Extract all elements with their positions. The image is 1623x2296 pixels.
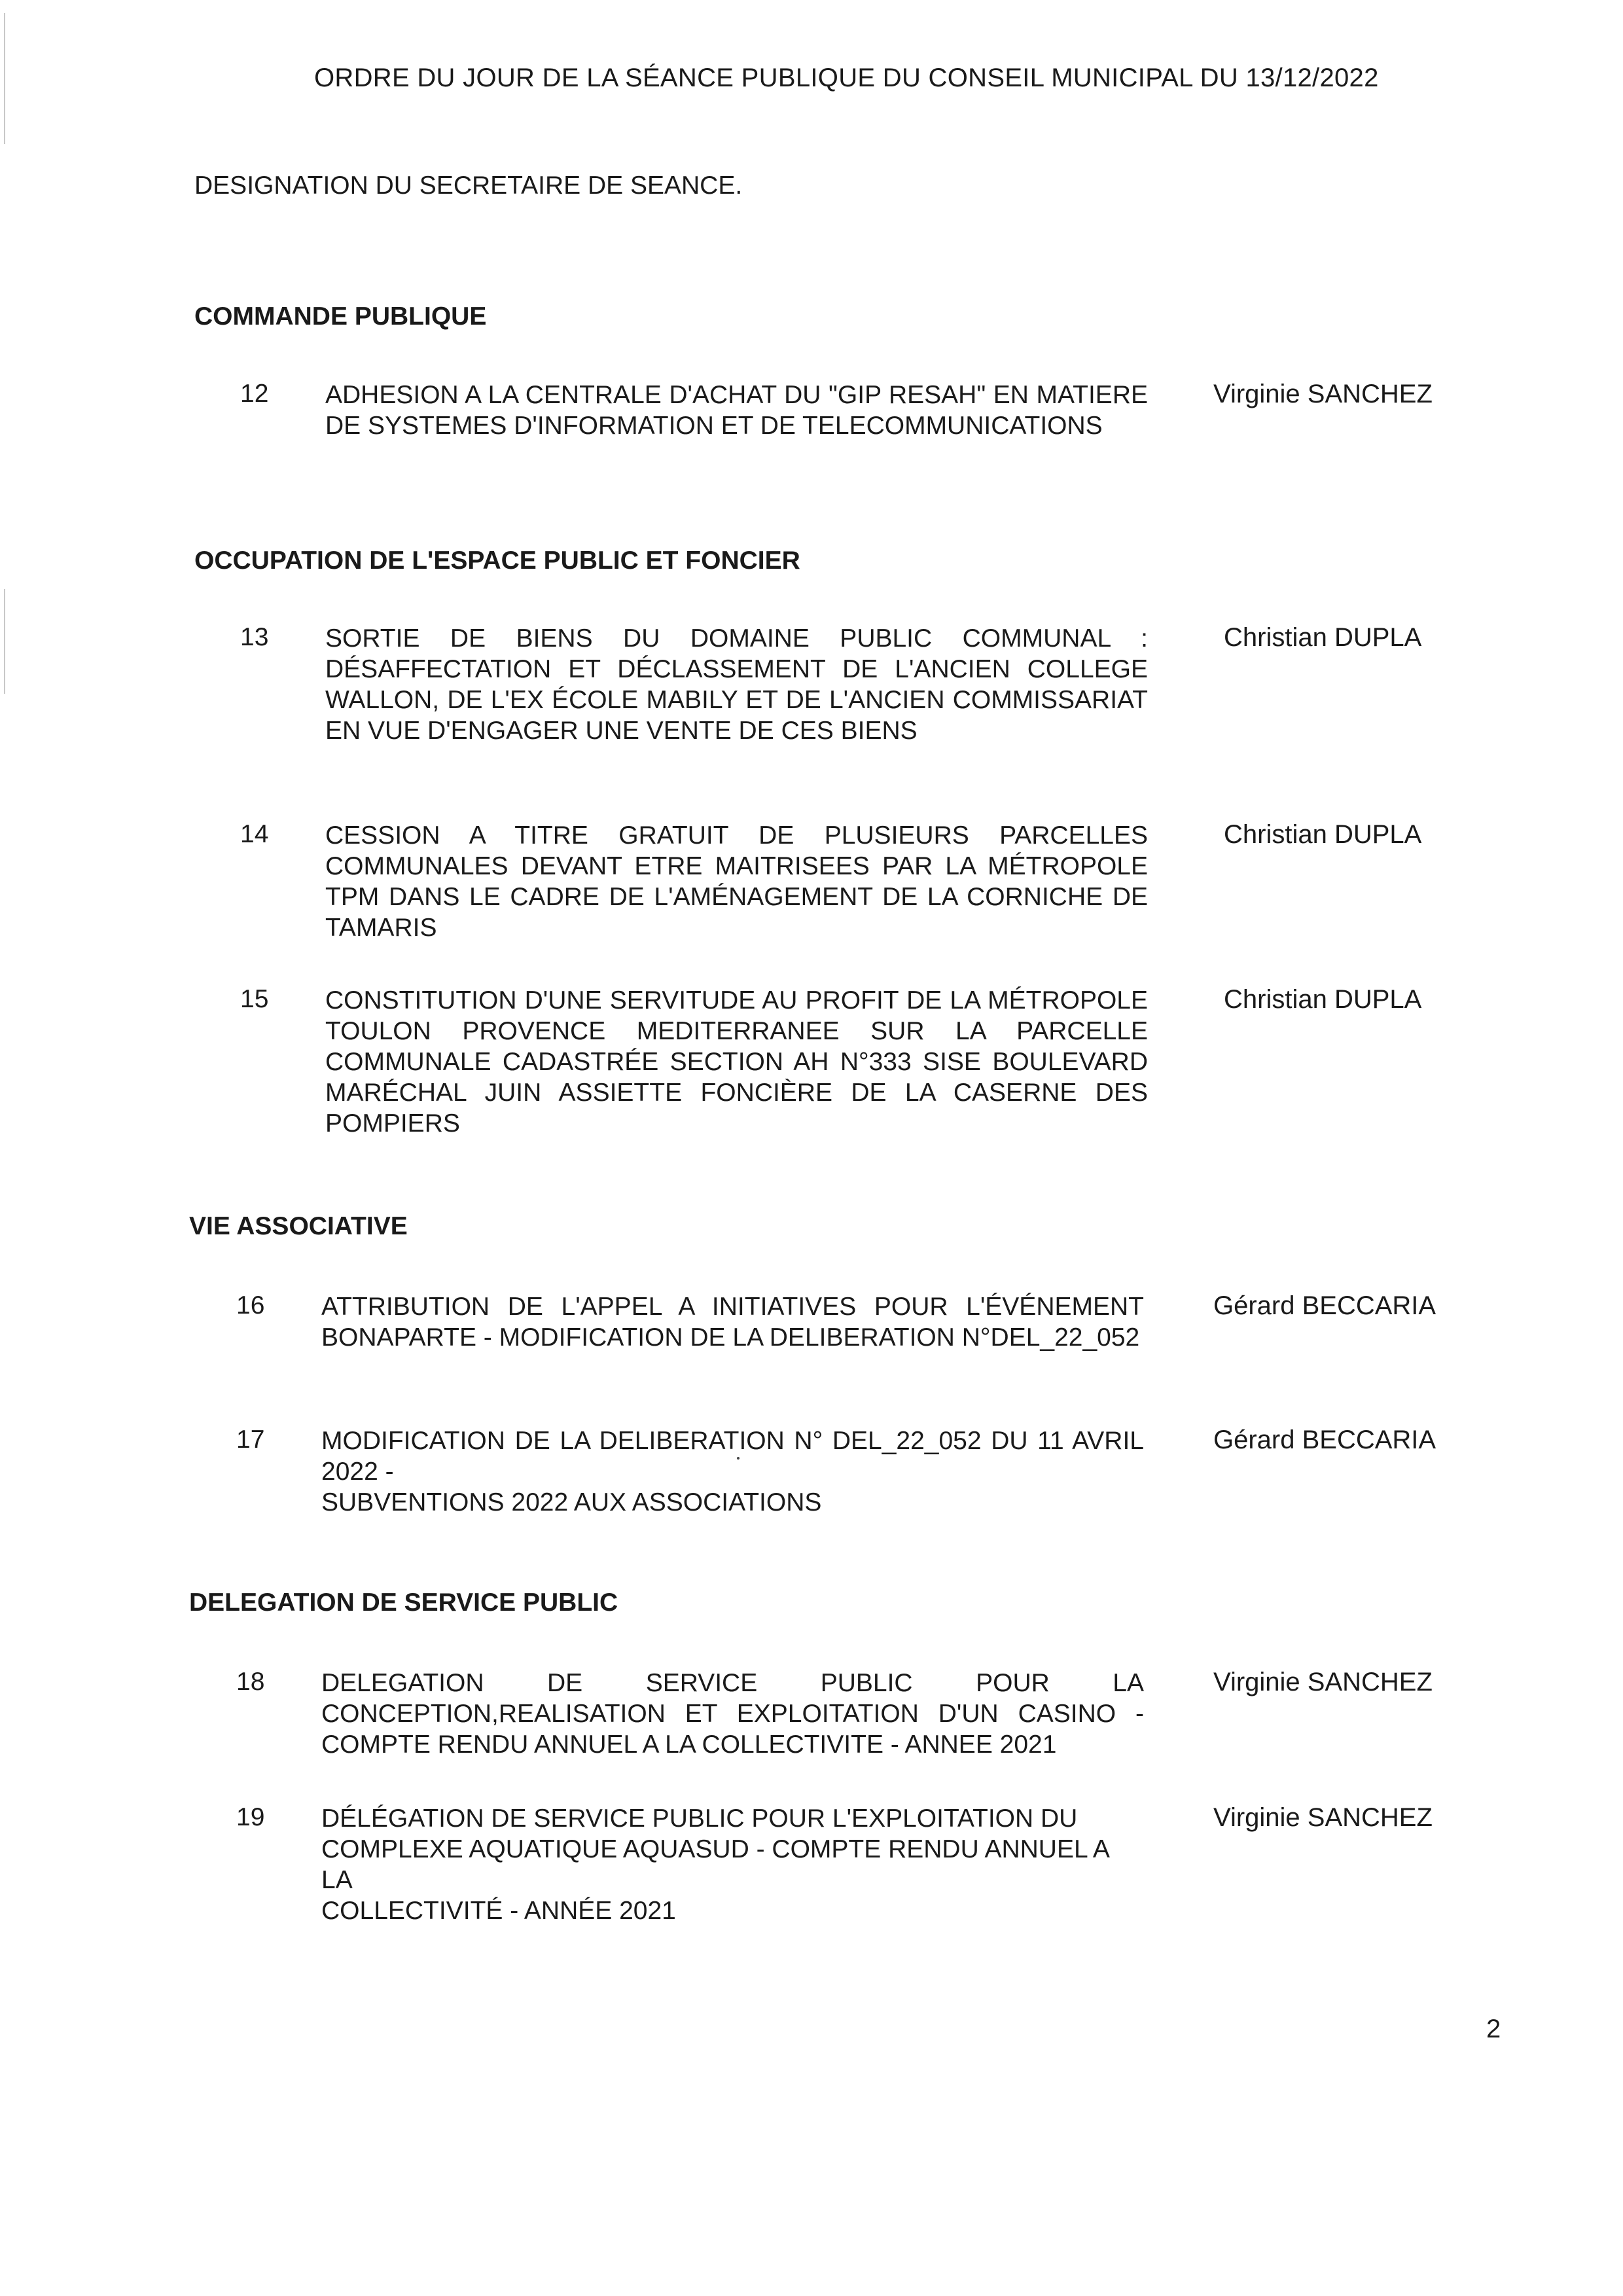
item-reporter: Gérard BECCARIA (1213, 1291, 1436, 1320)
page-header: ORDRE DU JOUR DE LA SÉANCE PUBLIQUE DU CONSEIL MUNICIPAL DU 13/12/2022 (314, 63, 1379, 92)
item-reporter: Virginie SANCHEZ (1213, 1668, 1433, 1696)
item-text-line: CESSION A TITRE GRATUIT DE PLUSIEURS PARCELLES COMMUNALES DEVANT ETRE MAITRISEES PAR LA MÉTROPOLE TPM DANS LE CADRE DE L'AMÉNAGEMENT DE LA CORNICHE DE TAMARIS (325, 821, 1148, 942)
item-number: 17 (236, 1426, 265, 1454)
page-number: 2 (1486, 2015, 1501, 2043)
item-number: 16 (236, 1291, 265, 1319)
item-number: 13 (240, 623, 269, 651)
section-title: VIE ASSOCIATIVE (189, 1212, 408, 1240)
section-title: COMMANDE PUBLIQUE (194, 302, 487, 331)
item-reporter: Virginie SANCHEZ (1213, 1803, 1433, 1832)
item-number: 12 (240, 380, 269, 408)
item-number: 18 (236, 1668, 265, 1696)
section-title: DELEGATION DE SERVICE PUBLIC (189, 1588, 618, 1617)
item-reporter: Virginie SANCHEZ (1213, 380, 1433, 408)
item-number: 19 (236, 1803, 265, 1831)
item-reporter: Christian DUPLA (1224, 623, 1422, 652)
item-number: 15 (240, 985, 269, 1013)
item-text (325, 380, 1148, 441)
scan-margin-mark (4, 589, 5, 694)
item-text-line: MODIFICATION DE LA DELIBERATION N° DEL_22_052 DU 11 AVRIL 2022 - (321, 1427, 1144, 1486)
item-number: 14 (240, 820, 269, 848)
item-text-line: CONSTITUTION D'UNE SERVITUDE AU PROFIT DE LA MÉTROPOLE TOULON PROVENCE MEDITERRANEE SUR LA PARCELLE COMMUNALE CADASTRÉE SECTION AH N°333 SISE BOULEVARD MARÉCHAL JUIN ASSIETTE FONCIÈRE DE LA CASERNE DES POMPIERS (325, 986, 1148, 1138)
item-text-line: SORTIE DE BIENS DU DOMAINE PUBLIC COMMUNAL : DÉSAFFECTATION ET DÉCLASSEMENT DE L'ANCIEN COLLEGE WALLON, DE L'EX ÉCOLE MABILY ET DE L'ANCIEN COMMISSARIAT EN VUE D'ENGAGER UNE VENTE DE CES BIENS (325, 624, 1148, 745)
secretary-designation: DESIGNATION DU SECRETAIRE DE SEANCE. (194, 171, 743, 200)
item-text-line: ATTRIBUTION DE L'APPEL A INITIATIVES POUR L'ÉVÉNEMENT BONAPARTE - MODIFICATION DE LA DELIBERATION N°DEL_22_052 (321, 1293, 1144, 1352)
item-text (321, 1426, 1144, 1518)
item-text (325, 623, 1148, 746)
item-reporter: Gérard BECCARIA (1213, 1426, 1436, 1454)
item-text-line: SUBVENTIONS 2022 AUX ASSOCIATIONS (321, 1488, 822, 1516)
item-text-line: DÉLÉGATION DE SERVICE PUBLIC POUR L'EXPLOITATION DU COMPLEXE AQUATIQUE AQUASUD - COMPTE RENDU ANNUEL A LA (321, 1804, 1109, 1894)
item-text (325, 820, 1148, 943)
scan-margin-mark (4, 13, 5, 144)
item-text-line: ADHESION A LA CENTRALE D'ACHAT DU "GIP RESAH" EN MATIERE DE SYSTEMES D'INFORMATION ET DE TELECOMMUNICATIONS (325, 381, 1148, 440)
item-text-line: COLLECTIVITÉ - ANNÉE 2021 (321, 1897, 676, 1925)
item-text (325, 985, 1148, 1139)
section-title: OCCUPATION DE L'ESPACE PUBLIC ET FONCIER (194, 547, 800, 575)
item-text (321, 1668, 1144, 1760)
item-text (321, 1291, 1144, 1353)
item-text (321, 1803, 1144, 1926)
item-text-line: DELEGATION DE SERVICE PUBLIC POUR LA CONCEPTION,REALISATION ET EXPLOITATION D'UN CASINO - COMPTE RENDU ANNUEL A LA COLLECTIVITE - ANNEE 2021 (321, 1669, 1144, 1759)
item-reporter: Christian DUPLA (1224, 820, 1422, 849)
item-reporter: Christian DUPLA (1224, 985, 1422, 1014)
